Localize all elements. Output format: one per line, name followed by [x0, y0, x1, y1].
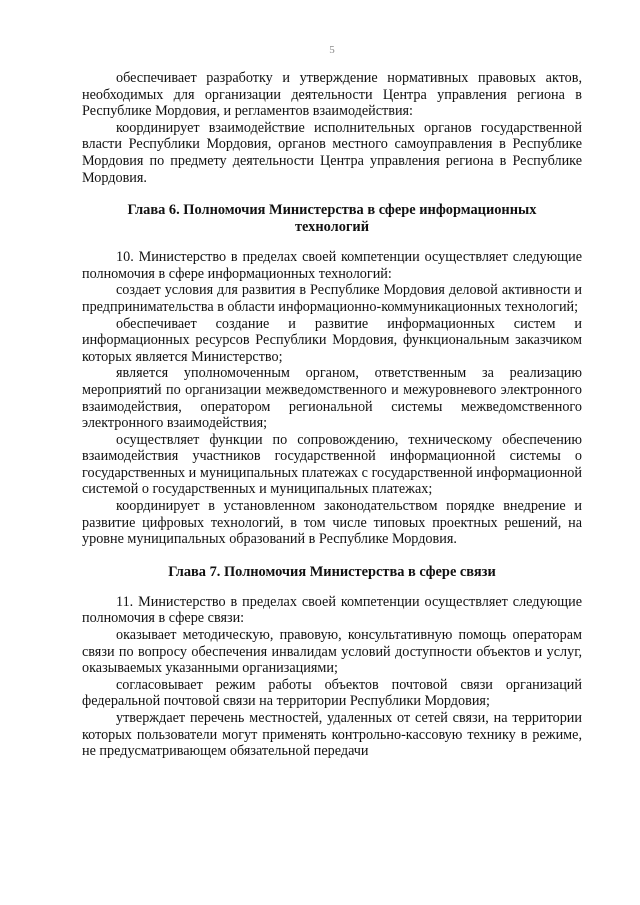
chapter-6-paragraph: 10. Министерство в пределах своей компетенции осуществляет следующие полномочия в сфере информационных технологий: — [82, 249, 582, 282]
chapter-6-paragraph: осуществляет функции по сопровождению, техническому обеспечению взаимодействия участников государственной информационной системы о государственных и муниципальных платежах с государственной информационной системой о государственных и муниципальных платежах; — [82, 431, 582, 498]
intro-paragraph-1: обеспечивает разработку и утверждение нормативных правовых актов, необходимых для организации деятельности Центра управления региона в Республике Мордовия, и регламентов взаимодействия: — [82, 70, 582, 120]
chapter-6-paragraph: координирует в установленном законодательством порядке внедрение и развитие цифровых технологий, в том числе типовых проектных решений, на уровне муниципальных образований в Республике Мордовия. — [82, 498, 582, 548]
chapter-6-paragraph: обеспечивает создание и развитие информационных систем и информационных ресурсов Республики Мордовия, функциональным заказчиком которых является Министерство; — [82, 315, 582, 365]
page-number: 5 — [329, 44, 335, 56]
chapter-6-paragraph: создает условия для развития в Республике Мордовия деловой активности и предпринимательства в области информационно-коммуникационных технологий; — [82, 282, 582, 315]
chapter-7-paragraph: оказывает методическую, правовую, консультативную помощь операторам связи по вопросу обеспечения инвалидам условий доступности объектов и услуг, оказываемых указанными организациями; — [82, 627, 582, 677]
chapter-6-paragraph: является уполномоченным органом, ответственным за реализацию мероприятий по организации межведомственного и межуровневого электронного взаимодействия, оператором региональной системы межведомственного электронного взаимодействия; — [82, 365, 582, 432]
chapter-7-paragraph: 11. Министерство в пределах своей компетенции осуществляет следующие полномочия в сфере связи: — [82, 593, 582, 627]
chapter-7-paragraph: утверждает перечень местностей, удаленных от сетей связи, на территории которых пользователи могут применять контрольно-кассовую технику в режиме, не предусматривающем обязательной передачи — [82, 710, 582, 760]
chapter-7-heading: Глава 7. Полномочия Министерства в сфере связи — [168, 563, 496, 580]
chapter-7-paragraph: согласовывает режим работы объектов почтовой связи организаций федеральной почтовой связи на территории Республики Мордовия; — [82, 676, 582, 710]
intro-paragraph-2: координирует взаимодействие исполнительных органов государственной власти Республики Мордовия, органов местного самоуправления в Республике Мордовия по предмету деятельности Центра управления региона в Республике Мордовия. — [82, 119, 582, 186]
chapter-6-heading: Глава 6. Полномочия Министерства в сфере информационных технологий — [127, 202, 537, 236]
